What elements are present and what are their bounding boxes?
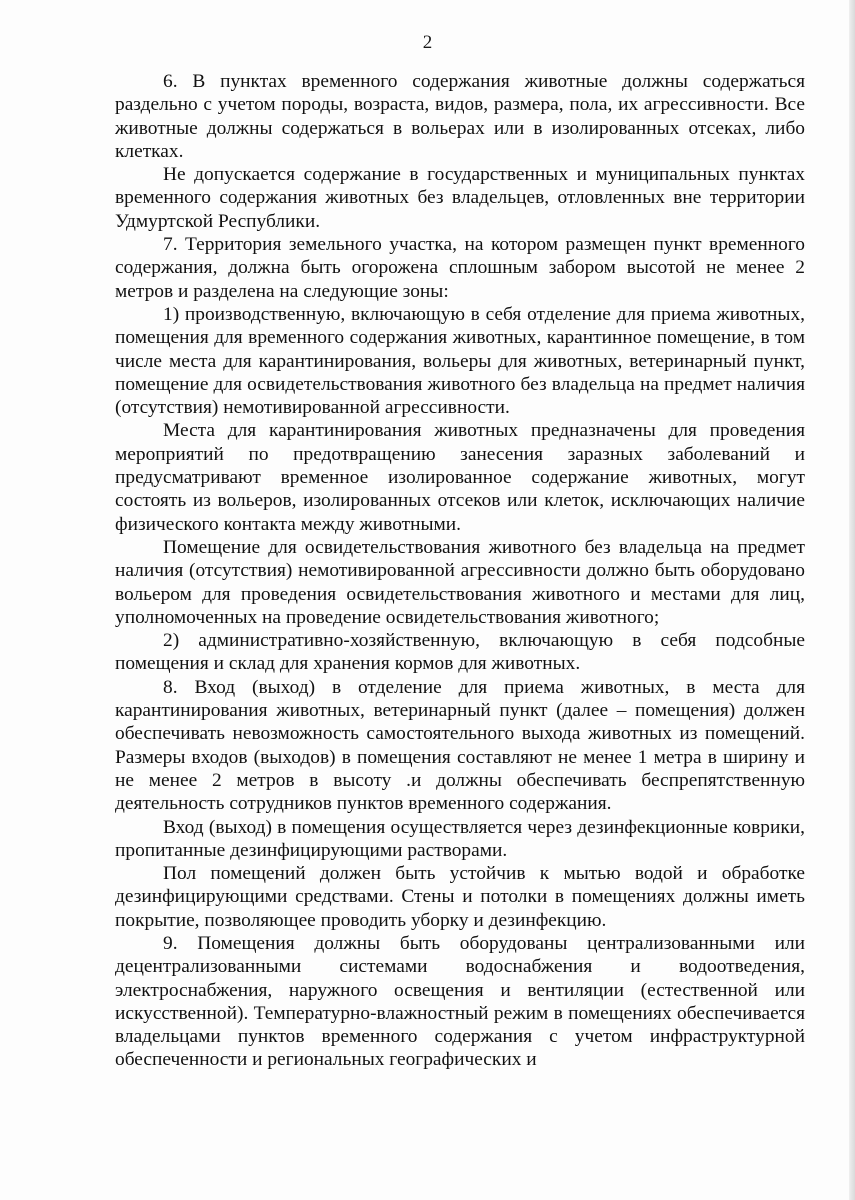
scan-edge-shadow [849, 0, 855, 1200]
paragraph-8-floors-walls: Пол помещений должен быть устойчив к мытью водой и обработке дезинфицирующими средствами. Стены и потолки в помещениях должны иметь покрытие, позволяющее проводить уборку и дезинфекцию. [115, 863, 805, 931]
paragraph-7-zone-1: 1) производственную, включающую в себя отделение для приема животных, помещения для временного содержания животных, карантинное помещение, в том числе места для карантинирования, вольеры для животных, ветеринарный пункт, помещение для освидетельствования животного без владельца на предмет наличия (отсутствия) немотивированной агрессивности. [115, 303, 805, 419]
paragraph-8: 8. Вход (выход) в отделение для приема животных, в места для карантинирования животных, ветеринарный пункт (далее – помещения) должен обеспечивать невозможность самостоятельного выхода животных из помещений. Размеры входов (выходов) в помещения составляют не менее 1 метра в ширину и не менее 2 метров в высоту .и должны обеспечивать беспрепятственную деятельность сотрудников пунктов временного содержания. [115, 676, 805, 815]
paragraph-7: 7. Территория земельного участка, на котором размещен пункт временного содержания, должна быть огорожена сплошным забором высотой не менее 2 метров и разделена на следующие зоны: [115, 234, 805, 302]
page-number: 2 [422, 32, 433, 53]
paragraph-9: 9. Помещения должны быть оборудованы централизованными или децентрализованными системами водоснабжения и водоотведения, электроснабжения, наружного освещения и вентиляции (естественной или искусственной). Температурно-влажностный режим в помещениях обеспечивается владельцами пунктов временного содержания с учетом инфраструктурной обеспеченности и региональных географических и [115, 932, 805, 1071]
paragraph-7-quarantine: Места для карантинирования животных предназначены для проведения мероприятий по предотвращению занесения заразных заболеваний и предусматривают временное изолированное содержание животных, могут состоять из вольеров, изолированных отсеков или клеток, исключающих наличие физического контакта между животными. [115, 420, 805, 535]
paragraph-6: 6. В пунктах временного содержания животные должны содержаться раздельно с учетом породы, возраста, видов, размера, пола, их агрессивности. Все животные должны содержаться в вольерах или в изолированных отсеках, либо клетках. [115, 71, 805, 162]
paragraph-8-disinfection-mats: Вход (выход) в помещения осуществляется через дезинфекционные коврики, пропитанные дезинфицирующими растворами. [115, 816, 805, 861]
paragraph-6-restriction: Не допускается содержание в государственных и муниципальных пунктах временного содержания животных без владельцев, отловленных вне территории Удмуртской Республики. [115, 164, 805, 232]
paragraph-7-examination-room: Помещение для освидетельствования животного без владельца на предмет наличия (отсутствия) немотивированной агрессивности должно быть оборудовано вольером для проведения освидетельствования животного и местами для лиц, уполномоченных на проведение освидетельствования животного; [115, 536, 805, 628]
document-body [115, 70, 805, 1072]
paragraph-7-zone-2: 2) административно-хозяйственную, включающую в себя подсобные помещения и склад для хранения кормов для животных. [115, 630, 805, 675]
